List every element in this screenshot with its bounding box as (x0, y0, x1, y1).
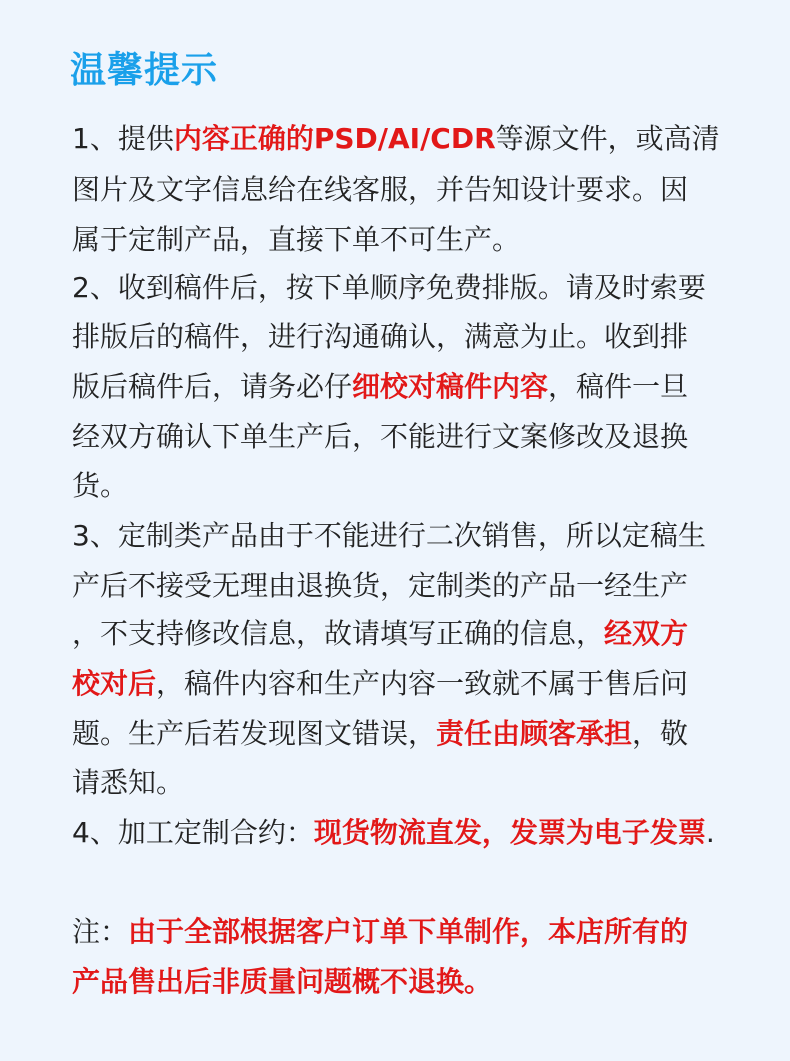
highlight-text: 现货物流直发，发票为电子发票 (313, 816, 706, 849)
notice-line-11 (72, 614, 688, 654)
line-text: 版后稿件后，请务必仔 (72, 370, 353, 403)
notice-line-9 (72, 516, 706, 556)
line-text: . (705, 816, 715, 849)
notice-line-4 (72, 268, 706, 308)
notice-line-10 (72, 566, 688, 606)
notice-line-12 (72, 664, 688, 704)
line-text: 2、收到稿件后，按下单顺序免费排版。请及时索要 (72, 271, 706, 304)
line-text: 产后不接受无理由退换货，定制类的产品一经生产 (72, 569, 689, 602)
line-text: 注： (72, 915, 129, 948)
notice-line-2 (72, 170, 688, 210)
line-text: ，稿件内容和生产内容一致就不属于售后问 (156, 667, 689, 700)
line-text: 属于定制产品，直接下单不可生产。 (72, 223, 521, 256)
line-text: 图片及文字信息给在线客服，并告知设计要求。因 (72, 173, 689, 206)
line-text: 4、加工定制合约： (72, 816, 314, 849)
line-text: 货。 (72, 469, 129, 502)
line-text: 等源文件，或高清 (495, 122, 720, 155)
highlight-text: 由于全部根据客户订单下单制作，本店所有的 (128, 915, 689, 948)
highlight-text: 内容正确的PSD/AI/CDR (173, 122, 496, 155)
notice-line-3 (72, 220, 520, 260)
highlight-text: 产品售出后非质量问题概不退换。 (72, 965, 493, 998)
notice-line-1 (72, 119, 720, 159)
line-text: ，稿件一旦 (548, 370, 689, 403)
highlight-text: 经双方 (604, 617, 689, 650)
line-text: ，敬 (632, 717, 689, 750)
notice-line-14 (72, 763, 184, 803)
notice-line-7 (72, 417, 688, 457)
line-text: ，不支持修改信息，故请填写正确的信息， (72, 617, 605, 650)
line-text: 排版后的稿件，进行沟通确认，满意为止。收到排 (72, 320, 689, 353)
notice-title: 温馨提示 (70, 50, 219, 91)
notice-line-5 (72, 317, 688, 357)
highlight-text: 校对后 (72, 667, 157, 700)
notice-line-6 (72, 367, 688, 407)
line-text: 题。生产后若发现图文错误， (72, 717, 437, 750)
line-text: 3、定制类产品由于不能进行二次销售，所以定稿生 (72, 519, 706, 552)
notice-line-13 (72, 714, 688, 754)
line-text: 经双方确认下单生产后，不能进行文案修改及退换 (72, 420, 689, 453)
highlight-text: 细校对稿件内容 (352, 370, 549, 403)
note-line-1 (72, 912, 688, 952)
notice-line-15 (72, 813, 715, 853)
notice-line-8 (72, 466, 128, 506)
line-text: 1、提供 (72, 122, 174, 155)
line-text: 请悉知。 (72, 766, 185, 799)
highlight-text: 责任由顾客承担 (436, 717, 633, 750)
note-line-2 (72, 962, 492, 1002)
